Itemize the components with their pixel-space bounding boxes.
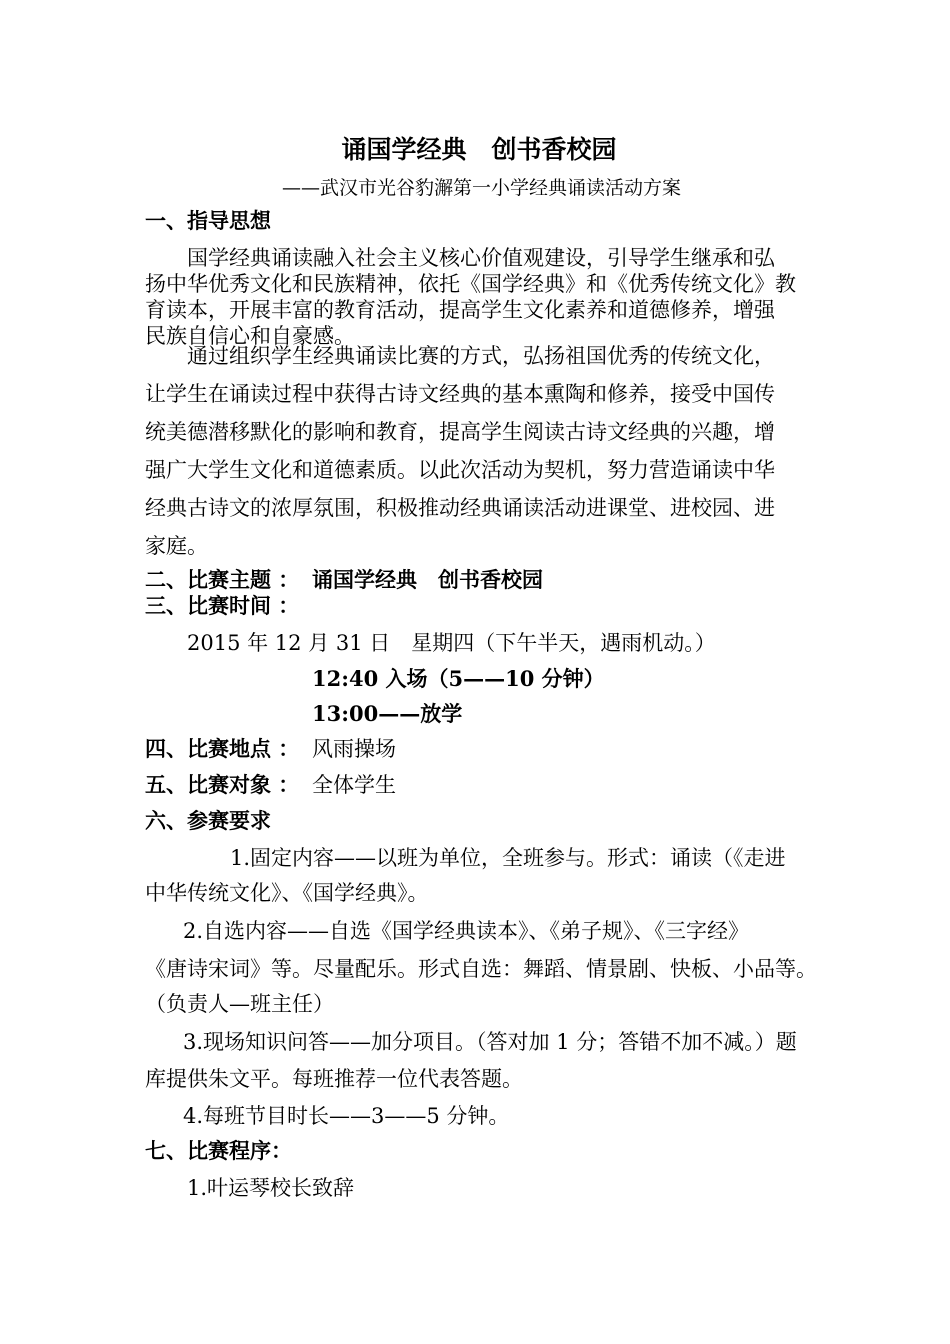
s1-p2-line-1: 通过组织学生经典诵读比赛的方式，弘扬祖国优秀的传统文化， [187,344,775,368]
s1-p1-line-1: 国学经典诵读融入社会主义核心价值观建设，引导学生继承和弘 [187,246,775,270]
section-5-heading: 五、比赛对象 ： [145,773,300,797]
s6-item-3-line-2: 库提供朱文平。每班推荐一位代表答题。 [145,1067,523,1091]
s7-item-1: 1.叶运琴校长致辞 [187,1176,355,1200]
s6-item-3-line-1: 3.现场知识问答——加分项目。（答对加 1 分；答错不加不减。）题 [183,1030,797,1054]
s6-item-1-line-1: 1.固定内容——以班为单位，全班参与。形式：诵读（《走进 [230,846,786,870]
s3-date: 2015 年 12 月 31 日 星期四（下午半天，遇雨机动。） [187,631,716,655]
section-4-value: 风雨操场 [312,737,396,761]
s1-p2-line-3: 统美德潜移默化的影响和教育，提高学生阅读古诗文经典的兴趣，增 [145,420,775,444]
s3-time-1: 12:40 入场（5——10 分钟） [312,666,605,691]
s1-p2-line-6: 家庭。 [145,534,208,558]
section-1-heading: 一、指导思想 [145,209,271,233]
section-5-value: 全体学生 [312,773,396,797]
s1-p2-line-2: 让学生在诵读过程中获得古诗文经典的基本熏陶和修养，接受中国传 [145,382,775,406]
s1-p1-line-2: 扬中华优秀文化和民族精神，依托《国学经典》和《优秀传统文化》教 [145,272,796,296]
section-4-heading: 四、比赛地点 ： [145,737,300,761]
s6-item-2-line-2: 《唐诗宋词》等。尽量配乐。形式自选：舞蹈、情景剧、快板、小品等。 [145,957,817,981]
s6-item-1-line-2: 中华传统文化》、《国学经典》。 [145,881,429,905]
s6-item-2-line-3: （负责人—班主任） [145,992,334,1016]
section-3-heading: 三、比赛时间 ： [145,594,300,618]
document-title: 诵国学经典 创书香校园 [341,135,617,164]
document-subtitle: ——武汉市光谷豹澥第一小学经典诵读活动方案 [282,177,682,199]
s3-time-2: 13:00——放学 [312,701,463,726]
s1-p2-line-5: 经典古诗文的浓厚氛围，积极推动经典诵读活动进课堂、进校园、进 [145,496,775,520]
s1-p1-line-4: 民族自信心和自豪感。 [145,324,355,348]
section-7-heading: 七、比赛程序： [145,1139,292,1163]
section-2-value: 诵国学经典 创书香校园 [312,568,543,592]
s1-p2-line-4: 强广大学生文化和道德素质。以此次活动为契机，努力营造诵读中华 [145,458,775,482]
section-6-heading: 六、参赛要求 [145,809,271,833]
s1-p1-line-3: 育读本，开展丰富的教育活动，提高学生文化素养和道德修养，增强 [145,298,775,322]
s6-item-2-line-1: 2.自选内容——自选《国学经典读本》、《弟子规》、《三字经》 [183,919,750,943]
s6-item-4: 4.每班节目时长——3——5 分钟。 [183,1104,510,1128]
section-2-heading: 二、比赛主题 ： [145,568,300,592]
